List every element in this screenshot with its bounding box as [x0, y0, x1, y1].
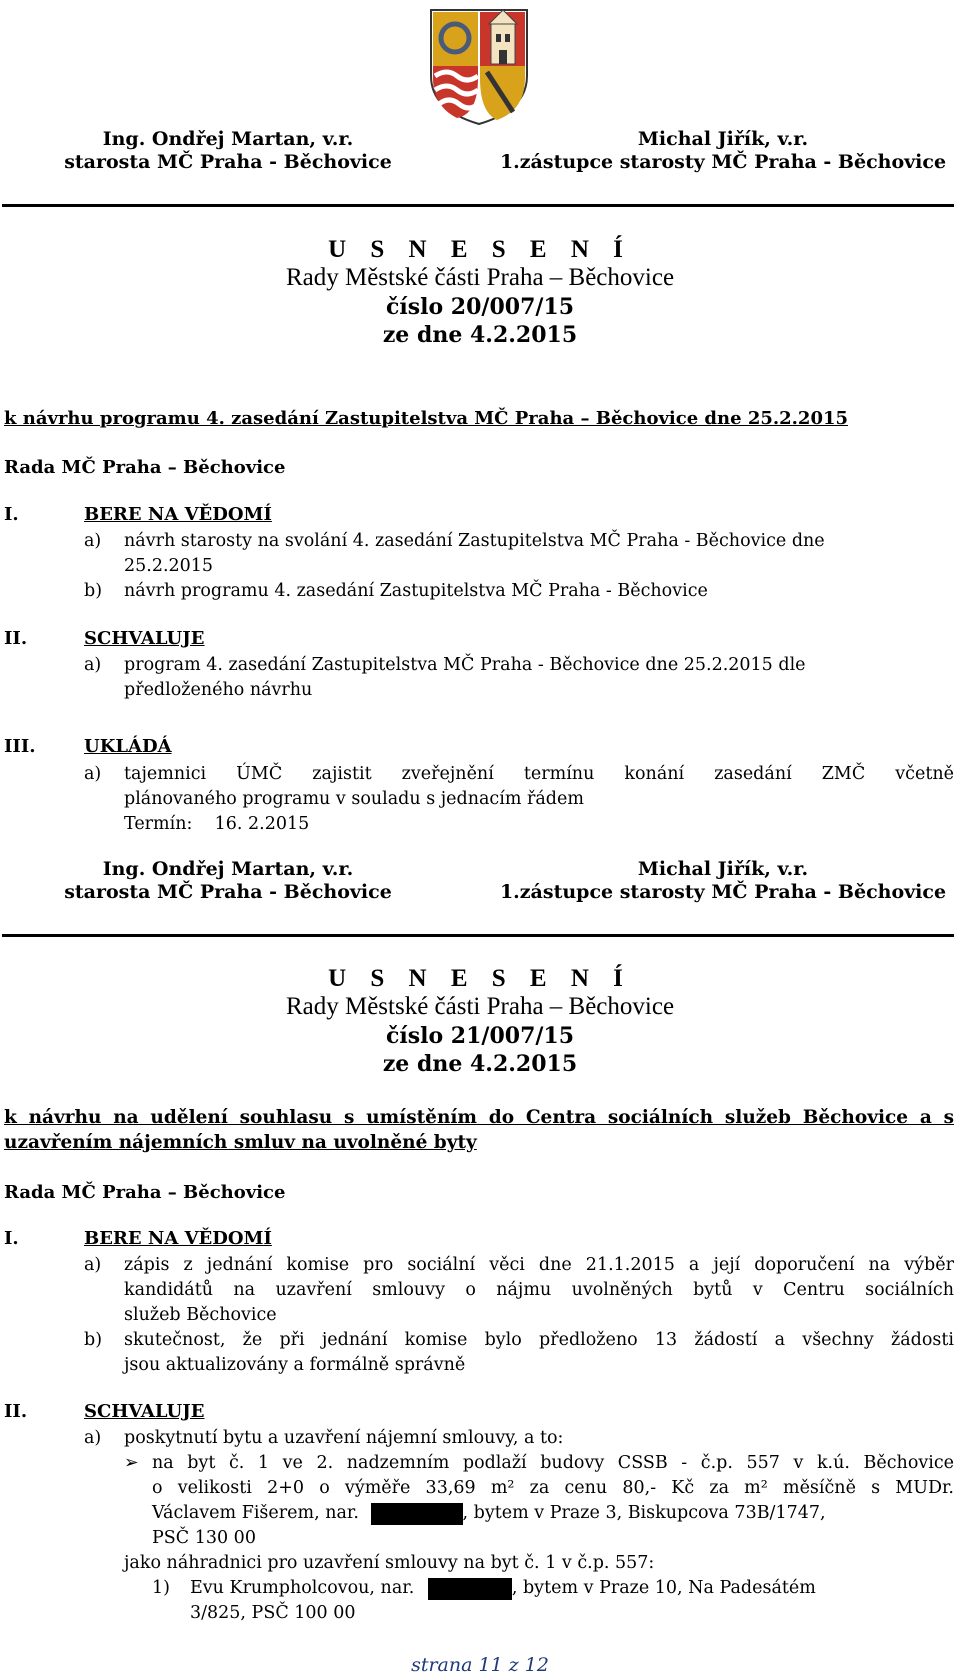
resolution-1-number: číslo 20/007/15	[385, 294, 575, 320]
r2-s1-a-line2: kandidátů na uzavření smlouvy o nájmu uvolněných bytů v Centru sociálních	[124, 1280, 954, 1300]
page-number: strana 11 z 12	[411, 1654, 549, 1676]
resolution-2-council: Rady Městské části Praha – Běchovice	[285, 993, 675, 1020]
r1-sig-right-role: 1.zástupce starosty MČ Praha - Běchovice	[499, 881, 947, 903]
r2-item1-line1-pre: Evu Krumpholcovou, nar.	[190, 1578, 415, 1598]
r1-sig-right-name: Michal Jiřík, v.r.	[637, 858, 809, 880]
r1-s3-a-label: a)	[84, 764, 102, 784]
r1-s1-a-line1: návrh starosty na svolání 4. zasedání Zastupitelstva MČ Praha - Běchovice dne	[124, 531, 825, 551]
r2-bullet-line3-post: , bytem v Praze 3, Biskupcova 73B/1747,	[462, 1503, 826, 1523]
r1-sig-left-role: starosta MČ Praha - Běchovice	[64, 881, 392, 903]
bullet-arrow-icon: ➢	[124, 1453, 139, 1473]
r2-s1-a-line1: zápis z jednání komise pro sociální věci dne 21.1.2015 a její doporučení na výběr	[124, 1255, 954, 1275]
r2-s1-a-line3: služeb Běchovice	[124, 1305, 277, 1325]
r1-s1-b-line1: návrh programu 4. zasedání Zastupitelstva MČ Praha - Běchovice	[124, 581, 708, 601]
r2-s1-a-label: a)	[84, 1255, 102, 1275]
r1-s1-a-line2: 25.2.2015	[124, 556, 214, 576]
divider-middle	[2, 934, 954, 937]
r1-sig-left-name: Ing. Ondřej Martan, v.r.	[102, 858, 354, 880]
r2-section-1-number: I.	[4, 1228, 19, 1249]
r2-bullet-line1: na byt č. 1 ve 2. nadzemním podlaží budovy CSSB - č.p. 557 v k.ú. Běchovice	[152, 1453, 954, 1473]
r2-s2-a-line1: poskytnutí bytu a uzavření nájemní smlouvy, a to:	[124, 1428, 564, 1448]
header-right-name: Michal Jiřík, v.r.	[637, 128, 809, 150]
r1-s3-a-line1: tajemnici ÚMČ zajistit zveřejnění termínu konání zasedání ZMČ včetně	[124, 764, 954, 784]
resolution-2-subject-line2: uzavřením nájemních smluv na uvolněné byty	[4, 1132, 477, 1153]
resolution-1-subject: k návrhu programu 4. zasedání Zastupitelstva MČ Praha – Běchovice dne 25.2.2015	[4, 408, 849, 429]
r2-s1-b-label: b)	[84, 1330, 103, 1350]
r1-s3-a-line2: plánovaného programu v souladu s jednacím řádem	[124, 789, 584, 809]
r1-s2-a-line1: program 4. zasedání Zastupitelstva MČ Praha - Běchovice dne 25.2.2015 dle	[124, 655, 806, 675]
r2-s1-b-line1: skutečnost, že při jednání komise bylo předloženo 13 žádostí a všechny žádosti	[124, 1330, 954, 1350]
resolution-1-date: ze dne 4.2.2015	[382, 322, 578, 348]
r2-bullet-line3-pre: Václavem Fišerem, nar.	[152, 1503, 359, 1523]
resolution-2-title: U S N E S E N Í	[328, 965, 632, 992]
divider-top	[2, 204, 954, 207]
resolution-1-title: U S N E S E N Í	[328, 236, 632, 263]
redaction-box	[428, 1578, 512, 1600]
r2-item1-line2: 3/825, PSČ 100 00	[190, 1603, 356, 1623]
header-left-name: Ing. Ondřej Martan, v.r.	[102, 128, 354, 150]
r2-s2-a-label: a)	[84, 1428, 102, 1448]
header-left-role: starosta MČ Praha - Běchovice	[64, 151, 392, 173]
r2-bullet-line4: PSČ 130 00	[152, 1528, 256, 1548]
r1-s2-a-label: a)	[84, 655, 102, 675]
header-right-role: 1.zástupce starosty MČ Praha - Běchovice	[499, 151, 947, 173]
resolution-2-subject-line1: k návrhu na udělení souhlasu s umístěním do Centra sociálních služeb Běchovice a s	[4, 1107, 954, 1128]
r2-s1-b-line2: jsou aktualizovány a formálně správně	[124, 1355, 466, 1375]
r2-replacement-line: jako náhradnici pro uzavření smlouvy na byt č. 1 v č.p. 557:	[124, 1553, 655, 1573]
r1-s3-deadline: Termín: 16. 2.2015	[124, 814, 310, 834]
r1-section-2-number: II.	[4, 628, 28, 649]
r2-bullet-line2: o velikosti 2+0 o výměře 33,69 m² za cenu 80,- Kč za m² měsíčně s MUDr.	[152, 1478, 954, 1498]
r2-section-2-number: II.	[4, 1401, 28, 1422]
r2-item1-line1-post: , bytem v Praze 10, Na Padesátém	[511, 1578, 816, 1598]
redaction-box	[371, 1503, 463, 1525]
resolution-1-body: Rada MČ Praha – Běchovice	[4, 457, 286, 478]
r1-section-1-number: I.	[4, 504, 19, 525]
resolution-2-date: ze dne 4.2.2015	[382, 1051, 578, 1077]
r1-s2-a-line2: předloženého návrhu	[124, 680, 313, 700]
r2-item1-label: 1)	[152, 1578, 170, 1598]
r2-section-2-title: SCHVALUJE	[84, 1401, 205, 1422]
resolution-2-number: číslo 21/007/15	[385, 1023, 575, 1049]
r1-section-1-title: BERE NA VĚDOMÍ	[84, 504, 272, 525]
coat-of-arms-emblem	[427, 6, 531, 128]
r1-section-3-number: III.	[4, 736, 36, 757]
r2-section-1-title: BERE NA VĚDOMÍ	[84, 1228, 272, 1249]
r1-s1-a-label: a)	[84, 531, 102, 551]
resolution-1-council: Rady Městské části Praha – Běchovice	[285, 264, 675, 291]
resolution-2-body: Rada MČ Praha – Běchovice	[4, 1182, 286, 1203]
r1-section-3-title: UKLÁDÁ	[84, 736, 172, 757]
r1-s1-b-label: b)	[84, 581, 103, 601]
r1-section-2-title: SCHVALUJE	[84, 628, 205, 649]
